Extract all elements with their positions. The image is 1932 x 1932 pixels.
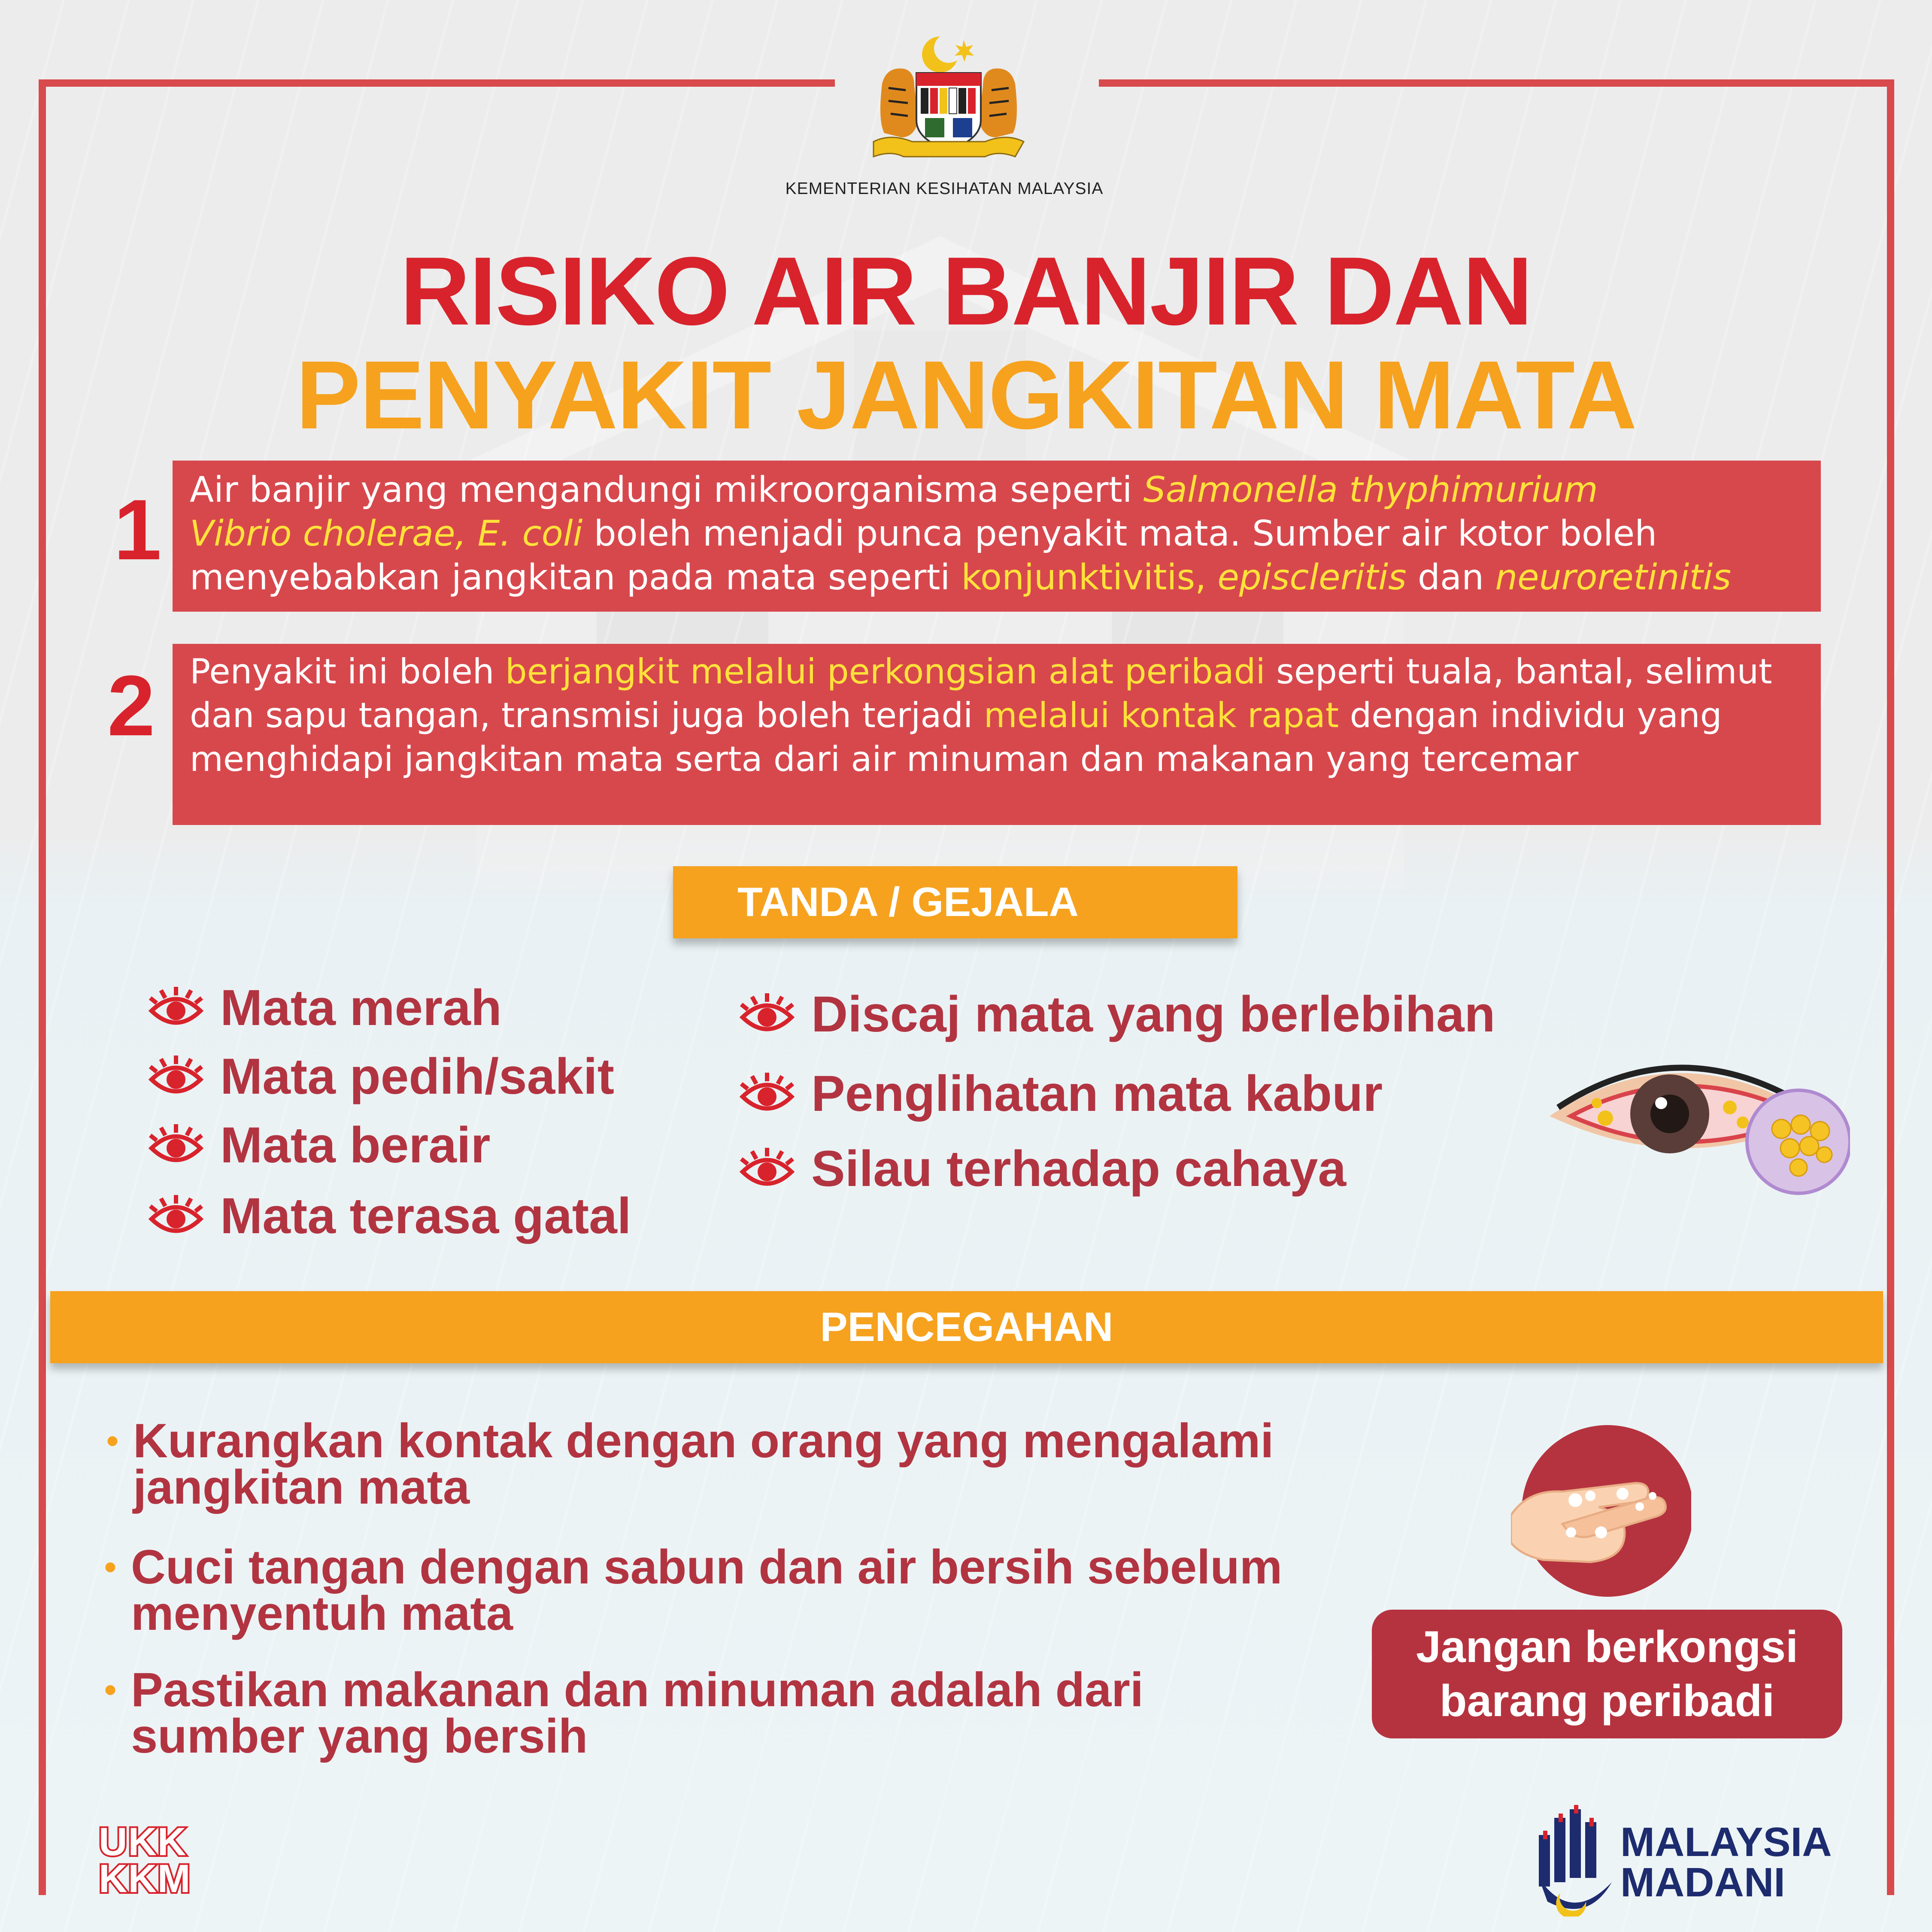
symptom-label: Mata terasa gatal: [220, 1188, 631, 1244]
symptom-label: Mata pedih/sakit: [220, 1048, 615, 1105]
symptom-label: Penglihatan mata kabur: [811, 1065, 1383, 1122]
point-1-disease-1: konjunktivitis,: [961, 557, 1218, 598]
point-1-disease-3: neuroretinitis: [1495, 557, 1731, 598]
malaysia-coat-of-arms-logo: [865, 32, 1032, 165]
point-1-text-3: dan: [1406, 557, 1495, 598]
point-1-text-2: boleh menjadi punca penyakit mata. Sumber air kotor boleh menyebabkan jangkitan pada mata seperti: [190, 513, 1657, 598]
eye-icon: [739, 991, 795, 1038]
symptom-label: Discaj mata yang berlebihan: [811, 986, 1495, 1043]
symptom-item: [148, 979, 502, 1037]
prevention-line: Kurangkan kontak dengan orang yang mengalami: [133, 1414, 1274, 1468]
frame-top-left: [39, 79, 835, 87]
symptom-item: [739, 1065, 1383, 1123]
eye-icon: [739, 1145, 795, 1192]
prevention-item: [104, 1663, 1419, 1763]
prevention-line: sumber yang bersih: [131, 1709, 588, 1763]
point-2-highlight-1: berjangkit melalui perkongsian alat peribadi: [505, 652, 1265, 692]
point-1-bacteria-2: Vibrio cholerae, E. coli: [190, 513, 583, 554]
bullet-icon: •: [106, 1422, 119, 1460]
madani-line-1: MALAYSIA: [1620, 1819, 1832, 1865]
eye-icon: [148, 1053, 204, 1100]
title-line-2: PENYAKIT JANGKITAN MATA: [296, 340, 1636, 449]
symptom-label: Mata merah: [220, 980, 502, 1036]
point-number-2: 2: [107, 658, 155, 754]
point-2-text-2: seperti tuala, bantal, selimut dan sapu tangan, transmisi juga boleh terjadi: [190, 652, 1772, 735]
dont-share-badge: [1372, 1610, 1842, 1738]
ukk-logo-line-2: KKM: [99, 1857, 191, 1901]
prevention-item: [104, 1540, 1419, 1640]
prevention-item: [106, 1414, 1421, 1514]
symptom-item: [739, 985, 1495, 1043]
ukk-logo-line-1: UKK: [99, 1820, 187, 1864]
point-2-box: [173, 644, 1821, 825]
symptom-item: [739, 1140, 1346, 1198]
point-1-box: [173, 461, 1821, 612]
symptom-item: [148, 1047, 614, 1106]
ukk-kkm-logo: [99, 1820, 215, 1901]
madani-line-2: MADANI: [1620, 1859, 1785, 1905]
prevention-heading: PENCEGAHAN: [50, 1291, 1883, 1363]
point-2-text-3: dengan individu yang menghidapi jangkitan mata serta dari air minuman dan makanan yang tercemar: [190, 695, 1722, 779]
infected-eye-illustration: [1541, 1043, 1850, 1198]
bullet-icon: •: [104, 1671, 117, 1709]
point-1-disease-2: episcleritis: [1217, 557, 1407, 598]
ministry-name: KEMENTERIAN KESIHATAN MALAYSIA: [785, 179, 1104, 198]
bullet-icon: •: [104, 1548, 117, 1586]
point-2-highlight-2: melalui kontak rapat: [983, 695, 1339, 735]
symptoms-heading: TANDA / GEJALA: [673, 866, 1237, 938]
badge-line-2: barang peribadi: [1439, 1676, 1775, 1726]
frame-top-right: [1099, 79, 1894, 87]
symptom-item: [148, 1116, 491, 1174]
badge-line-1: Jangan berkongsi: [1416, 1622, 1798, 1672]
malaysia-madani-emblem: [1530, 1805, 1616, 1917]
point-1-bacteria-1: Salmonella thyphimurium: [1143, 470, 1598, 510]
eye-icon: [148, 984, 204, 1031]
point-1-text: Air banjir yang mengandungi mikroorganisma seperti: [190, 470, 1143, 510]
prevention-line: Cuci tangan dengan sabun dan air bersih sebelum: [131, 1540, 1283, 1594]
malaysia-madani-wordmark: [1620, 1819, 1832, 1905]
eye-icon: [148, 1122, 204, 1169]
eye-icon: [739, 1070, 795, 1117]
prevention-line: jangkitan mata: [133, 1460, 470, 1514]
symptom-item: [148, 1187, 631, 1245]
symptom-label: Silau terhadap cahaya: [811, 1140, 1347, 1197]
prevention-line: Pastikan makanan dan minuman adalah dari: [131, 1663, 1143, 1717]
eye-icon: [148, 1192, 204, 1240]
handwashing-icon: [1511, 1425, 1691, 1605]
prevention-line: menyentuh mata: [131, 1586, 513, 1640]
point-2-text: Penyakit ini boleh: [190, 652, 505, 692]
symptom-label: Mata berair: [220, 1117, 491, 1174]
point-number-1: 1: [114, 482, 162, 578]
title-line-1: RISIKO AIR BANJIR DAN: [400, 237, 1532, 345]
